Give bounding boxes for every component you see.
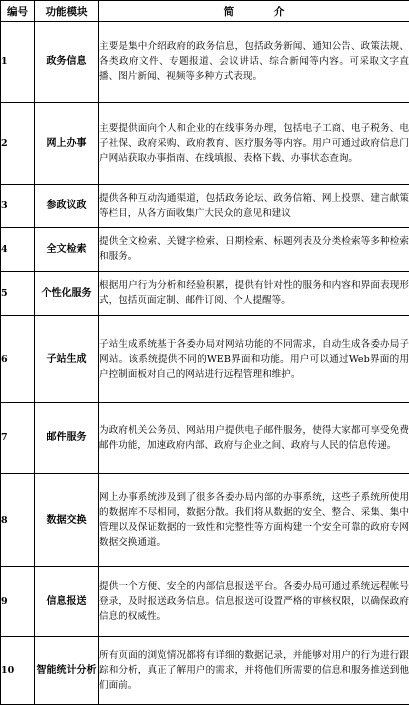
row-module: 政务信息: [35, 22, 99, 103]
row-no: 7: [1, 402, 35, 473]
row-desc: 为政府机关公务员、网站用户提供电子邮件服务，使得大家都可享受免费邮件功能，加速政府内部、政府与企业之间、政府与人民的信息传递。: [99, 402, 409, 473]
table-row: [1, 22, 409, 103]
row-module: 数据交换: [35, 474, 99, 567]
table-row: [1, 402, 409, 473]
row-module: 信息报送: [35, 567, 99, 637]
row-no: 1: [1, 22, 35, 103]
row-no: 4: [1, 227, 35, 271]
header-row: [1, 1, 409, 22]
row-desc: 子站生成系统基于各委办局对网站功能的不同需求，自动生成各委办局子网站。该系统提供不同的WEB界面和功能。用户可以通过Web界面的用户控制面板对自己的网站进行远程管理和维护。: [99, 316, 409, 402]
row-no: 9: [1, 567, 35, 637]
row-desc: 网上办事系统涉及到了很多各委办局内部的办事系统，这些子系统所使用的数据库不尽相同，数据分散。我们将从数据的安全、整合、采集、集中管理以及保证数据的一致性和完整性等方面构建一个安全可靠的政府专网数据交换通道。: [99, 474, 409, 567]
row-no: 6: [1, 316, 35, 402]
header-desc: 简 介: [99, 1, 409, 22]
row-no: 2: [1, 102, 35, 184]
header-module: 功能模块: [35, 1, 99, 22]
header-no: 编号: [1, 1, 35, 22]
row-desc: 提供全文检索、关键字检索、日期检索、标题列表及分类检索等多种检索和服务。: [99, 227, 409, 271]
row-module: 网上办事: [35, 102, 99, 184]
table-row: [1, 102, 409, 184]
row-desc: 根据用户行为分析和经验积累，提供有针对性的服务和内容和界面表现形式，包括页面定制、邮件订阅、个人提醒等。: [99, 271, 409, 316]
row-module: 邮件服务: [35, 402, 99, 473]
row-no: 8: [1, 474, 35, 567]
table-row: [1, 185, 409, 228]
row-desc: 主要提供面向个人和企业的在线事务办理，包括电子工商、电子税务、电子社保、政府采购、政府教育、医疗服务等内容。用户可通过政府信息门户网站获取办事指南、在线填报、表格下载、办事状态查询。: [99, 102, 409, 184]
row-module: 智能统计分析: [35, 637, 99, 705]
row-module: 子站生成: [35, 316, 99, 402]
row-no: 5: [1, 271, 35, 316]
row-no: 10: [1, 637, 35, 705]
row-desc: 提供各种互动沟通渠道，包括政务论坛、政务信箱、网上投票、建言献策等栏目，从各方面收集广大民众的意见和建议: [99, 185, 409, 228]
table-row: [1, 637, 409, 705]
row-module: 参政议政: [35, 185, 99, 228]
row-desc: 所有页面的浏览情况都将有详细的数据记录，并能够对用户的行为进行跟踪和分析，真正了解用户的需求，并将他们所需要的信息和服务推送到他们面前。: [99, 637, 409, 705]
table-row: [1, 567, 409, 637]
table-row: [1, 316, 409, 402]
table-row: [1, 474, 409, 567]
table-row: [1, 227, 409, 271]
row-no: 3: [1, 185, 35, 228]
row-module: 个性化服务: [35, 271, 99, 316]
row-desc: 主要是集中介绍政府的政务信息，包括政务新闻、通知公告、政策法规、各类政府文件、专题报道、会议讲话、综合新闻等内容。可采取文字直播、图片新闻、视频等多种方式表现。: [99, 22, 409, 103]
row-module: 全文检索: [35, 227, 99, 271]
table-row: [1, 271, 409, 316]
row-desc: 提供一个方便、安全的内部信息报送平台。各委办局可通过系统远程帐号登录，及时报送政务信息。信息报送可设置严格的审核权限，以确保政府信息的权威性。: [99, 567, 409, 637]
